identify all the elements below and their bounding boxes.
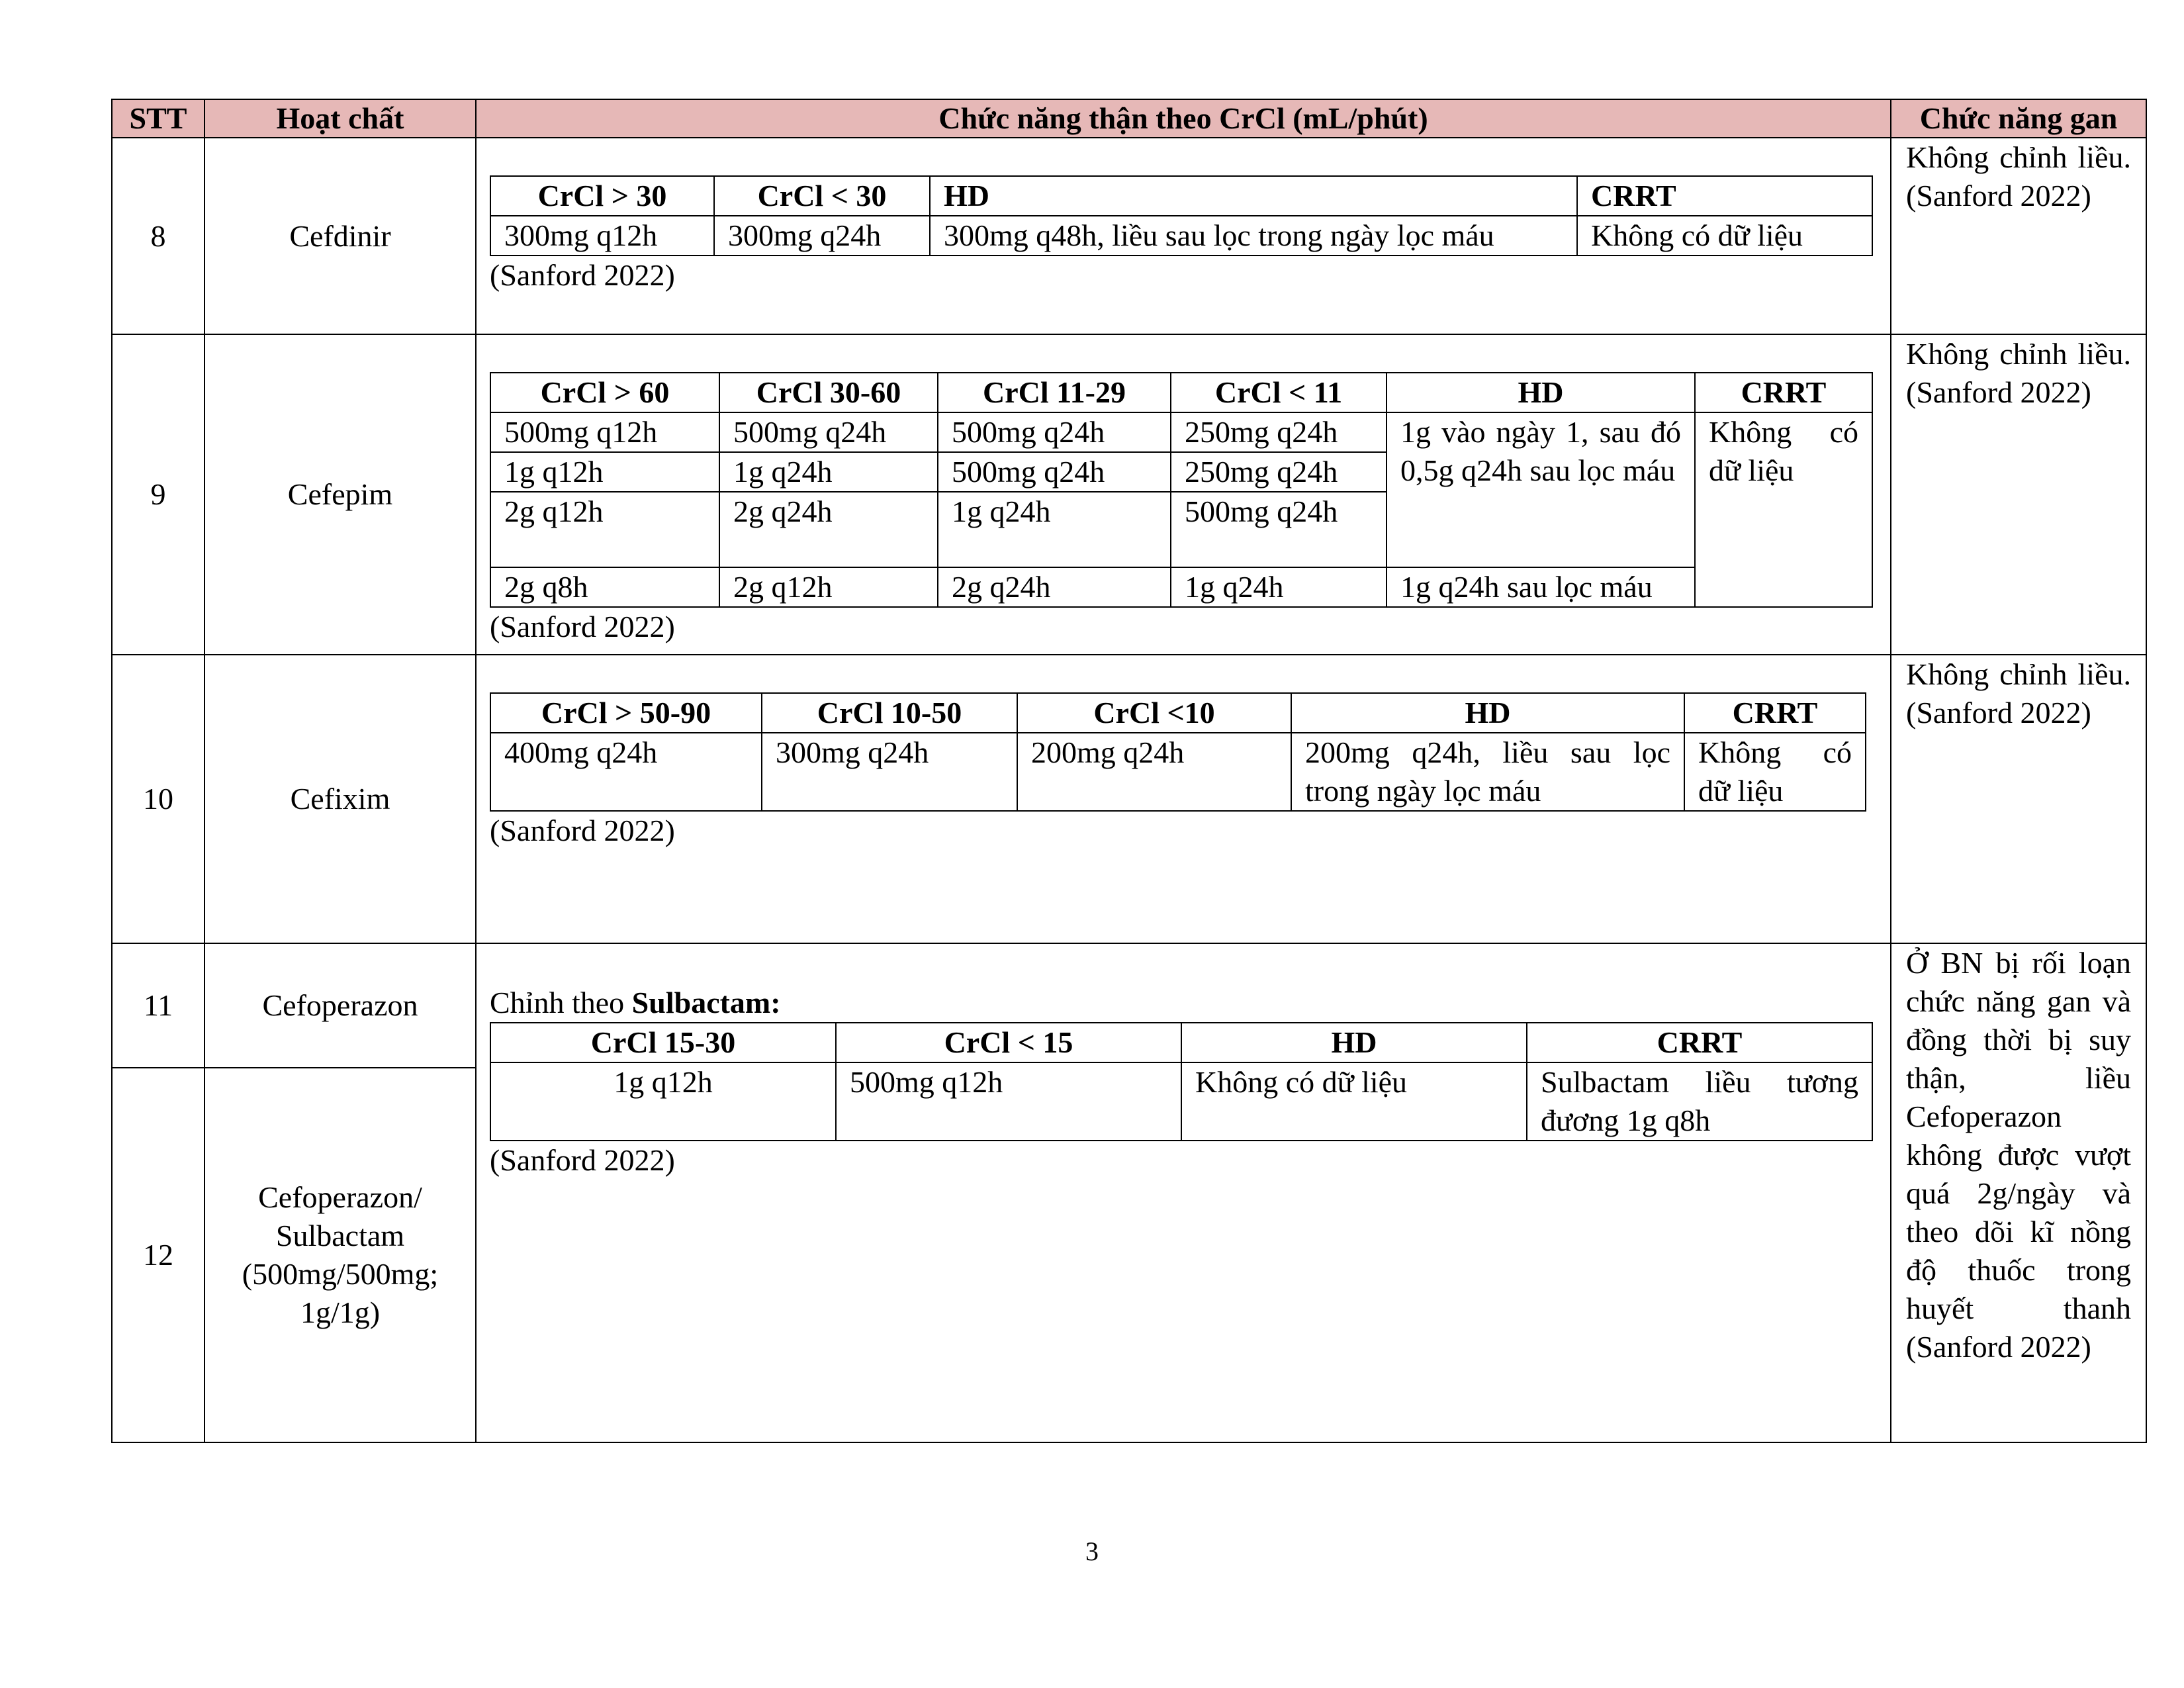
dose-cell: 200mg q24h [1017,733,1291,811]
dose-cell: Sulbactam liều tương đương 1g q8h [1527,1062,1872,1141]
dose-cell: Không có dữ liệu [1577,216,1872,256]
dose-cell: 1g q24h [719,452,938,492]
col-header: HD [1387,373,1695,412]
dose-cell: 500mg q24h [938,412,1171,452]
adjust-note-text: Chỉnh theo [490,986,632,1019]
table-row [112,943,2146,1068]
dose-cell: 300mg q24h [714,216,930,256]
dose-cell: Không có dữ liệu [1181,1062,1527,1141]
dose-cell: Không có dữ liệu [1684,733,1866,811]
col-header: CrCl 30-60 [719,373,938,412]
dose-cell: 300mg q24h [762,733,1017,811]
source-citation: (Sanford 2022) [490,1143,675,1177]
liver-note: Ở BN bị rối loạn chức năng gan và đồng thời bị suy thận, liều Cefoperazon không được vượt quá 2g/ngày và theo dõi kĩ nồng độ thuốc trong huyết thanh (Sanford 2022) [1891,943,2146,1442]
col-header: CrCl 10-50 [762,693,1017,733]
renal-subtable [490,372,1873,608]
dose-cell: 1g q24h [1171,567,1387,607]
renal-cell [476,334,1891,655]
col-header: CRRT [1695,373,1872,412]
dose-cell: 200mg q24h, liều sau lọc trong ngày lọc máu [1291,733,1684,811]
header-liver-function: Chức năng gan [1891,99,2146,138]
table-row [112,334,2146,655]
row-number: 12 [112,1068,205,1442]
drug-name [205,1068,476,1442]
col-header: HD [1181,1023,1527,1062]
dose-cell: 400mg q24h [490,733,762,811]
col-header: CrCl < 11 [1171,373,1387,412]
dosing-table [111,99,2147,1443]
col-header: HD [930,176,1577,216]
liver-note: Không chỉnh liều. (Sanford 2022) [1891,334,2146,655]
source-citation: (Sanford 2022) [490,258,675,292]
dose-cell: 500mg q24h [719,412,938,452]
renal-subtable [490,175,1873,256]
col-header: CrCl > 50-90 [490,693,762,733]
dose-cell: 500mg q24h [1171,492,1387,567]
drug-name: Cefixim [205,655,476,943]
drug-name: Cefoperazon [205,943,476,1068]
dose-cell: 500mg q12h [836,1062,1181,1141]
dose-cell: 2g q12h [490,492,719,567]
drug-name-line: (500mg/500mg; [242,1257,439,1291]
dose-cell: 500mg q12h [490,412,719,452]
drug-name: Cefdinir [205,138,476,334]
drug-name-line: Cefoperazon/ [258,1180,422,1214]
col-header: CrCl < 30 [714,176,930,216]
page-number: 3 [1085,1536,1099,1566]
drug-name-line: 1g/1g) [300,1295,381,1329]
header-active-ingredient: Hoạt chất [205,99,476,138]
dose-cell: 300mg q48h, liều sau lọc trong ngày lọc máu [930,216,1577,256]
drug-name: Cefepim [205,334,476,655]
row-number: 11 [112,943,205,1068]
header-stt: STT [112,99,205,138]
col-header: CrCl > 60 [490,373,719,412]
renal-cell [476,943,1891,1442]
hd-dose-cell: 1g vào ngày 1, sau đó 0,5g q24h sau lọc máu [1387,412,1695,567]
dose-cell: 250mg q24h [1171,452,1387,492]
col-header: CRRT [1527,1023,1872,1062]
col-header: CrCl > 30 [490,176,714,216]
row-number: 8 [112,138,205,334]
dose-cell: 2g q12h [719,567,938,607]
dose-cell: 500mg q24h [938,452,1171,492]
dose-cell: 300mg q12h [490,216,714,256]
liver-note: Không chỉnh liều. (Sanford 2022) [1891,138,2146,334]
dose-cell: 2g q24h [719,492,938,567]
renal-subtable [490,1022,1873,1141]
col-header: CRRT [1684,693,1866,733]
adjust-note-bold: Sulbactam: [631,986,781,1019]
dose-cell: 1g q24h [938,492,1171,567]
liver-note: Không chỉnh liều. (Sanford 2022) [1891,655,2146,943]
crrt-dose-cell: Không có dữ liệu [1695,412,1872,607]
renal-cell [476,655,1891,943]
header-renal-function: Chức năng thận theo CrCl (mL/phút) [476,99,1891,138]
col-header: CrCl <10 [1017,693,1291,733]
dose-cell: 2g q8h [490,567,719,607]
dose-cell: 1g q12h [490,1062,836,1141]
row-number: 9 [112,334,205,655]
table-row [112,655,2146,943]
renal-cell [476,138,1891,334]
dose-cell: 1g q12h [490,452,719,492]
col-header: CrCl < 15 [836,1023,1181,1062]
source-citation: (Sanford 2022) [490,814,675,847]
source-citation: (Sanford 2022) [490,610,675,643]
table-row [112,138,2146,334]
col-header: CRRT [1577,176,1872,216]
dose-cell: 2g q24h [938,567,1171,607]
col-header: CrCl 11-29 [938,373,1171,412]
header-row [112,99,2146,138]
dose-cell: 1g q24h sau lọc máu [1387,567,1695,607]
col-header: CrCl 15-30 [490,1023,836,1062]
adjust-note [490,984,1877,1022]
col-header: HD [1291,693,1684,733]
dose-cell: 250mg q24h [1171,412,1387,452]
drug-name-line: Sulbactam [275,1219,405,1252]
renal-subtable [490,692,1866,812]
row-number: 10 [112,655,205,943]
